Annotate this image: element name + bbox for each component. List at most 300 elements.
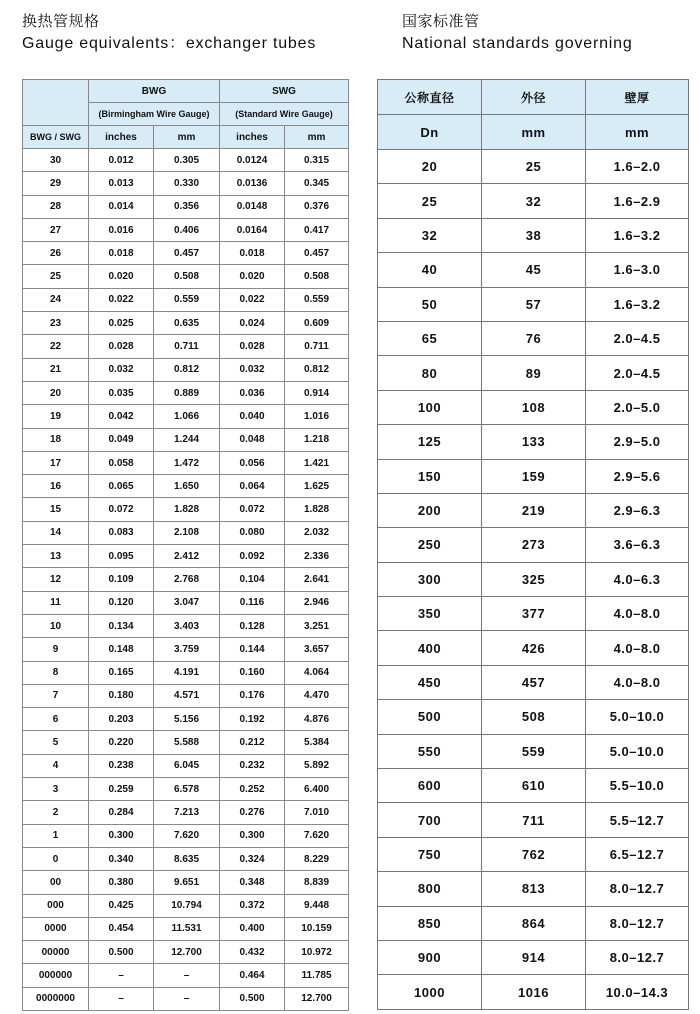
nominal-diameter-cell: 750 (378, 837, 482, 871)
gauge-cell: 21 (23, 358, 89, 381)
bwg-mm-cell: 0.457 (154, 242, 220, 265)
table-row (378, 287, 689, 321)
table-row (23, 381, 349, 404)
swg-inches-cell: 0.144 (220, 638, 285, 661)
swg-mm-cell: 2.946 (285, 591, 349, 614)
swg-inches-cell: 0.022 (220, 288, 285, 311)
swg-mm-cell: 8.839 (285, 871, 349, 894)
gauge-corner-cell (23, 80, 89, 126)
gauge-cell: 6 (23, 708, 89, 731)
table-row (23, 708, 349, 731)
gauge-cell: 0000 (23, 917, 89, 940)
bwg-inches-cell: – (89, 987, 154, 1010)
table-row (378, 184, 689, 218)
gauge-cell: 15 (23, 498, 89, 521)
bwg-inches-cell: 0.095 (89, 545, 154, 568)
nominal-diameter-cell: 850 (378, 906, 482, 940)
bwg-inches-cell: 0.049 (89, 428, 154, 451)
bwg-mm-cell: 7.620 (154, 824, 220, 847)
swg-mm-cell: 1.421 (285, 451, 349, 474)
table-row (378, 734, 689, 768)
swg-mm-cell: 0.559 (285, 288, 349, 311)
dn-unit-header: Dn (378, 115, 482, 150)
bwg-mm-cell: 0.330 (154, 172, 220, 195)
table-row (23, 218, 349, 241)
swg-mm-cell: 2.032 (285, 521, 349, 544)
gauge-cell: 3 (23, 778, 89, 801)
swg-mm-cell: 1.625 (285, 475, 349, 498)
bwg-inches-cell: 0.500 (89, 941, 154, 964)
gauge-unit-row (23, 126, 349, 149)
swg-mm-cell: 3.251 (285, 614, 349, 637)
swg-mm-cell: 0.315 (285, 149, 349, 172)
nominal-diameter-header: 公称直径 (378, 80, 482, 115)
gauge-cell: 19 (23, 405, 89, 428)
nominal-diameter-cell: 20 (378, 150, 482, 184)
swg-inches-cell: 0.0164 (220, 218, 285, 241)
wall-thickness-header: 壁厚 (586, 80, 689, 115)
wall-thickness-cell: 8.0–12.7 (586, 940, 689, 974)
gauge-cell: 27 (23, 218, 89, 241)
bwg-inches-cell: 0.238 (89, 754, 154, 777)
table-row (23, 871, 349, 894)
bwg-inches-cell: 0.018 (89, 242, 154, 265)
swg-inches-cell: 0.018 (220, 242, 285, 265)
nominal-diameter-cell: 700 (378, 803, 482, 837)
bwg-mm-cell: 1.244 (154, 428, 220, 451)
bwg-inches-cell: 0.425 (89, 894, 154, 917)
wall-thickness-cell: 2.9–5.6 (586, 459, 689, 493)
bwg-inches-cell: 0.065 (89, 475, 154, 498)
bwg-inches-cell: 0.072 (89, 498, 154, 521)
table-row (23, 824, 349, 847)
table-row (378, 906, 689, 940)
gauge-cell: 20 (23, 381, 89, 404)
outer-diameter-cell: 273 (482, 528, 586, 562)
swg-inches-cell: 0.036 (220, 381, 285, 404)
bwg-inches-cell: – (89, 964, 154, 987)
swg-inches-cell: 0.252 (220, 778, 285, 801)
bwg-inches-cell: 0.022 (89, 288, 154, 311)
wall-thickness-cell: 4.0–8.0 (586, 665, 689, 699)
wall-thickness-cell: 8.0–12.7 (586, 872, 689, 906)
bwg-inches-cell: 0.300 (89, 824, 154, 847)
swg-mm-cell: 0.376 (285, 195, 349, 218)
table-row (378, 493, 689, 527)
bwg-mm-cell: 4.191 (154, 661, 220, 684)
nominal-diameter-cell: 900 (378, 940, 482, 974)
wall-thickness-cell: 1.6–3.2 (586, 218, 689, 252)
swg-inches-cell: 0.212 (220, 731, 285, 754)
bwg-mm-cell: 0.812 (154, 358, 220, 381)
swg-mm-cell: 1.828 (285, 498, 349, 521)
bwg-mm-cell: 5.156 (154, 708, 220, 731)
table-row (23, 498, 349, 521)
bwg-inches-cell: 0.013 (89, 172, 154, 195)
swg-mm-cell: 1.016 (285, 405, 349, 428)
swg-inches-cell: 0.500 (220, 987, 285, 1010)
table-row (23, 894, 349, 917)
swg-inches-cell: 0.432 (220, 941, 285, 964)
outer-diameter-cell: 76 (482, 321, 586, 355)
table-row (23, 964, 349, 987)
swg-mm-cell: 0.457 (285, 242, 349, 265)
swg-inches-cell: 0.324 (220, 847, 285, 870)
wall-thickness-cell: 6.5–12.7 (586, 837, 689, 871)
outer-diameter-cell: 610 (482, 769, 586, 803)
swg-inches-cell: 0.0148 (220, 195, 285, 218)
bwg-mm-cell: 8.635 (154, 847, 220, 870)
swg-inches-cell: 0.104 (220, 568, 285, 591)
bwg-inches-cell: 0.203 (89, 708, 154, 731)
bwg-mm-cell: 1.066 (154, 405, 220, 428)
nominal-diameter-cell: 65 (378, 321, 482, 355)
gauge-cell: 29 (23, 172, 89, 195)
gauge-equivalents-table (22, 79, 349, 1011)
table-row (378, 425, 689, 459)
gauge-cell: 8 (23, 661, 89, 684)
bwg-mm-cell: 5.588 (154, 731, 220, 754)
gauge-cell: 26 (23, 242, 89, 265)
table-row (378, 837, 689, 871)
wall-thickness-cell: 1.6–2.0 (586, 150, 689, 184)
gauge-cell: 10 (23, 614, 89, 637)
swg-inches-cell: 0.092 (220, 545, 285, 568)
table-row (23, 172, 349, 195)
swg-inches-cell: 0.348 (220, 871, 285, 894)
gauge-cell: 5 (23, 731, 89, 754)
swg-mm-cell: 6.400 (285, 778, 349, 801)
outer-diameter-cell: 38 (482, 218, 586, 252)
gauge-cell: 1 (23, 824, 89, 847)
bwg-inches-cell: 0.028 (89, 335, 154, 358)
bwg-mm-cell: 0.635 (154, 312, 220, 335)
table-row (23, 661, 349, 684)
swg-inches-cell: 0.128 (220, 614, 285, 637)
swg-inches-cell: 0.072 (220, 498, 285, 521)
swg-inches-header: inches (220, 126, 285, 149)
nominal-diameter-cell: 600 (378, 769, 482, 803)
table-row (378, 700, 689, 734)
wall-thickness-cell: 5.0–10.0 (586, 734, 689, 768)
nominal-diameter-cell: 25 (378, 184, 482, 218)
swg-mm-cell: 11.785 (285, 964, 349, 987)
bwg-inches-cell: 0.134 (89, 614, 154, 637)
swg-inches-cell: 0.020 (220, 265, 285, 288)
swg-inches-cell: 0.400 (220, 917, 285, 940)
nominal-diameter-cell: 400 (378, 631, 482, 665)
swg-mm-cell: 0.417 (285, 218, 349, 241)
outer-diameter-cell: 57 (482, 287, 586, 321)
gauge-cell: 0000000 (23, 987, 89, 1010)
table-row (23, 591, 349, 614)
swg-inches-cell: 0.028 (220, 335, 285, 358)
swg-inches-cell: 0.040 (220, 405, 285, 428)
table-row (23, 149, 349, 172)
swg-mm-cell: 12.700 (285, 987, 349, 1010)
nominal-diameter-cell: 40 (378, 253, 482, 287)
swg-inches-cell: 0.192 (220, 708, 285, 731)
bwg-mm-cell: 9.651 (154, 871, 220, 894)
bwg-mm-cell: 12.700 (154, 941, 220, 964)
wall-thickness-cell: 2.0–4.5 (586, 321, 689, 355)
gauge-cell: 000000 (23, 964, 89, 987)
gauge-cell: 2 (23, 801, 89, 824)
swg-inches-cell: 0.372 (220, 894, 285, 917)
bwg-inches-cell: 0.340 (89, 847, 154, 870)
table-row (378, 769, 689, 803)
table-row (23, 242, 349, 265)
gauge-cell: 24 (23, 288, 89, 311)
gauge-cell: 12 (23, 568, 89, 591)
nominal-diameter-cell: 450 (378, 665, 482, 699)
bwg-mm-cell: 3.759 (154, 638, 220, 661)
outer-diameter-cell: 45 (482, 253, 586, 287)
nominal-diameter-cell: 150 (378, 459, 482, 493)
standards-header-row (378, 80, 689, 115)
outer-diameter-cell: 108 (482, 390, 586, 424)
swg-inches-cell: 0.464 (220, 964, 285, 987)
outer-diameter-cell: 508 (482, 700, 586, 734)
nominal-diameter-cell: 300 (378, 562, 482, 596)
swg-fullname: (Standard Wire Gauge) (220, 103, 349, 126)
swg-inches-cell: 0.048 (220, 428, 285, 451)
bwg-inches-cell: 0.165 (89, 661, 154, 684)
swg-mm-cell: 2.336 (285, 545, 349, 568)
table-row (23, 195, 349, 218)
national-standards-table (377, 79, 689, 1010)
wall-thickness-cell: 4.0–8.0 (586, 631, 689, 665)
swg-mm-cell: 2.641 (285, 568, 349, 591)
table-row (23, 987, 349, 1010)
swg-inches-cell: 0.024 (220, 312, 285, 335)
bwg-mm-cell: 4.571 (154, 684, 220, 707)
outer-diameter-cell: 864 (482, 906, 586, 940)
gauge-cell: 28 (23, 195, 89, 218)
gauge-column-header: BWG / SWG (23, 126, 89, 149)
table-row (23, 288, 349, 311)
table-row (23, 941, 349, 964)
table-row (23, 312, 349, 335)
bwg-mm-cell: 3.403 (154, 614, 220, 637)
gauge-cell: 7 (23, 684, 89, 707)
bwg-inches-cell: 0.380 (89, 871, 154, 894)
gauge-cell: 25 (23, 265, 89, 288)
bwg-inches-cell: 0.284 (89, 801, 154, 824)
outer-diameter-cell: 457 (482, 665, 586, 699)
bwg-mm-cell: – (154, 964, 220, 987)
table-row (378, 631, 689, 665)
gauge-cell: 00 (23, 871, 89, 894)
wall-thickness-cell: 2.0–4.5 (586, 356, 689, 390)
nominal-diameter-cell: 550 (378, 734, 482, 768)
nominal-diameter-cell: 250 (378, 528, 482, 562)
swg-inches-cell: 0.176 (220, 684, 285, 707)
gauge-cell: 17 (23, 451, 89, 474)
table-row (23, 754, 349, 777)
table-row (23, 335, 349, 358)
swg-mm-cell: 0.812 (285, 358, 349, 381)
outer-diameter-cell: 32 (482, 184, 586, 218)
bwg-mm-cell: 1.650 (154, 475, 220, 498)
standards-title (402, 12, 633, 53)
swg-inches-cell: 0.232 (220, 754, 285, 777)
swg-mm-cell: 0.508 (285, 265, 349, 288)
swg-mm-cell: 10.159 (285, 917, 349, 940)
gauge-cell: 14 (23, 521, 89, 544)
gauge-cell: 13 (23, 545, 89, 568)
wall-thickness-cell: 4.0–6.3 (586, 562, 689, 596)
table-row (23, 801, 349, 824)
table-row (23, 428, 349, 451)
wall-thickness-cell: 4.0–8.0 (586, 597, 689, 631)
swg-inches-cell: 0.064 (220, 475, 285, 498)
swg-mm-cell: 7.620 (285, 824, 349, 847)
wall-thickness-cell: 8.0–12.7 (586, 906, 689, 940)
swg-mm-cell: 3.657 (285, 638, 349, 661)
outer-diameter-cell: 89 (482, 356, 586, 390)
outer-diameter-cell: 325 (482, 562, 586, 596)
bwg-mm-cell: 7.213 (154, 801, 220, 824)
table-row (23, 847, 349, 870)
swg-mm-cell: 0.609 (285, 312, 349, 335)
bwg-inches-cell: 0.012 (89, 149, 154, 172)
table-row (378, 665, 689, 699)
bwg-header: BWG (89, 80, 220, 103)
table-row (378, 150, 689, 184)
outer-diameter-header: 外径 (482, 80, 586, 115)
outer-diameter-cell: 711 (482, 803, 586, 837)
swg-mm-cell: 0.345 (285, 172, 349, 195)
swg-inches-cell: 0.0124 (220, 149, 285, 172)
outer-diameter-cell: 426 (482, 631, 586, 665)
nominal-diameter-cell: 1000 (378, 975, 482, 1009)
swg-inches-cell: 0.056 (220, 451, 285, 474)
bwg-inches-cell: 0.120 (89, 591, 154, 614)
bwg-inches-cell: 0.042 (89, 405, 154, 428)
bwg-mm-cell: 0.559 (154, 288, 220, 311)
bwg-inches-cell: 0.180 (89, 684, 154, 707)
wall-thickness-cell: 2.9–5.0 (586, 425, 689, 459)
swg-inches-cell: 0.300 (220, 824, 285, 847)
wall-thickness-cell: 2.9–6.3 (586, 493, 689, 527)
table-row (23, 265, 349, 288)
swg-mm-cell: 0.914 (285, 381, 349, 404)
swg-inches-cell: 0.032 (220, 358, 285, 381)
bwg-mm-cell: 0.305 (154, 149, 220, 172)
gauge-cell: 22 (23, 335, 89, 358)
bwg-fullname: (Birmingham Wire Gauge) (89, 103, 220, 126)
swg-mm-cell: 8.229 (285, 847, 349, 870)
wall-thickness-cell: 5.0–10.0 (586, 700, 689, 734)
table-row (378, 940, 689, 974)
gauge-title-cn: 换热管规格 (22, 12, 100, 30)
wall-thickness-cell: 1.6–2.9 (586, 184, 689, 218)
nominal-diameter-cell: 80 (378, 356, 482, 390)
bwg-mm-cell: 1.828 (154, 498, 220, 521)
bwg-mm-cell: 11.531 (154, 917, 220, 940)
table-row (23, 568, 349, 591)
table-row (23, 917, 349, 940)
bwg-mm-cell: – (154, 987, 220, 1010)
gauge-cell: 4 (23, 754, 89, 777)
table-row (23, 475, 349, 498)
table-row (23, 731, 349, 754)
swg-inches-cell: 0.080 (220, 521, 285, 544)
table-row (23, 451, 349, 474)
bwg-inches-header: inches (89, 126, 154, 149)
bwg-inches-cell: 0.220 (89, 731, 154, 754)
nominal-diameter-cell: 100 (378, 390, 482, 424)
swg-inches-cell: 0.0136 (220, 172, 285, 195)
bwg-inches-cell: 0.454 (89, 917, 154, 940)
nominal-diameter-cell: 50 (378, 287, 482, 321)
bwg-inches-cell: 0.109 (89, 568, 154, 591)
bwg-mm-header: mm (154, 126, 220, 149)
nominal-diameter-cell: 32 (378, 218, 482, 252)
swg-mm-cell: 5.892 (285, 754, 349, 777)
swg-inches-cell: 0.160 (220, 661, 285, 684)
nominal-diameter-cell: 200 (378, 493, 482, 527)
outer-diameter-cell: 377 (482, 597, 586, 631)
gauge-cell: 11 (23, 591, 89, 614)
wall-thickness-cell: 1.6–3.0 (586, 253, 689, 287)
bwg-mm-cell: 0.406 (154, 218, 220, 241)
bwg-inches-cell: 0.058 (89, 451, 154, 474)
gauge-cell: 000 (23, 894, 89, 917)
bwg-mm-cell: 0.711 (154, 335, 220, 358)
gauge-cell: 16 (23, 475, 89, 498)
table-row (378, 803, 689, 837)
nominal-diameter-cell: 350 (378, 597, 482, 631)
wall-thickness-cell: 3.6–6.3 (586, 528, 689, 562)
swg-mm-cell: 5.384 (285, 731, 349, 754)
wall-thickness-cell: 1.6–3.2 (586, 287, 689, 321)
gauge-cell: 0 (23, 847, 89, 870)
gauge-title (22, 12, 316, 53)
table-row (378, 218, 689, 252)
bwg-mm-cell: 2.412 (154, 545, 220, 568)
nominal-diameter-cell: 800 (378, 872, 482, 906)
outer-diameter-cell: 159 (482, 459, 586, 493)
bwg-inches-cell: 0.032 (89, 358, 154, 381)
gauge-header-row (23, 80, 349, 103)
gauge-cell: 18 (23, 428, 89, 451)
table-row (23, 684, 349, 707)
wall-thickness-cell: 2.0–5.0 (586, 390, 689, 424)
outer-diameter-cell: 1016 (482, 975, 586, 1009)
standards-title-en: National standards governing (402, 35, 633, 52)
swg-mm-cell: 0.711 (285, 335, 349, 358)
table-row (378, 597, 689, 631)
wall-thickness-cell: 5.5–12.7 (586, 803, 689, 837)
swg-mm-header: mm (285, 126, 349, 149)
swg-mm-cell: 10.972 (285, 941, 349, 964)
bwg-mm-cell: 1.472 (154, 451, 220, 474)
table-row (378, 975, 689, 1009)
bwg-mm-cell: 6.045 (154, 754, 220, 777)
wall-mm-header: mm (586, 115, 689, 150)
outer-mm-header: mm (482, 115, 586, 150)
bwg-mm-cell: 0.889 (154, 381, 220, 404)
bwg-mm-cell: 2.768 (154, 568, 220, 591)
table-row (378, 528, 689, 562)
table-row (23, 638, 349, 661)
swg-mm-cell: 9.448 (285, 894, 349, 917)
outer-diameter-cell: 219 (482, 493, 586, 527)
nominal-diameter-cell: 125 (378, 425, 482, 459)
gauge-cell: 30 (23, 149, 89, 172)
